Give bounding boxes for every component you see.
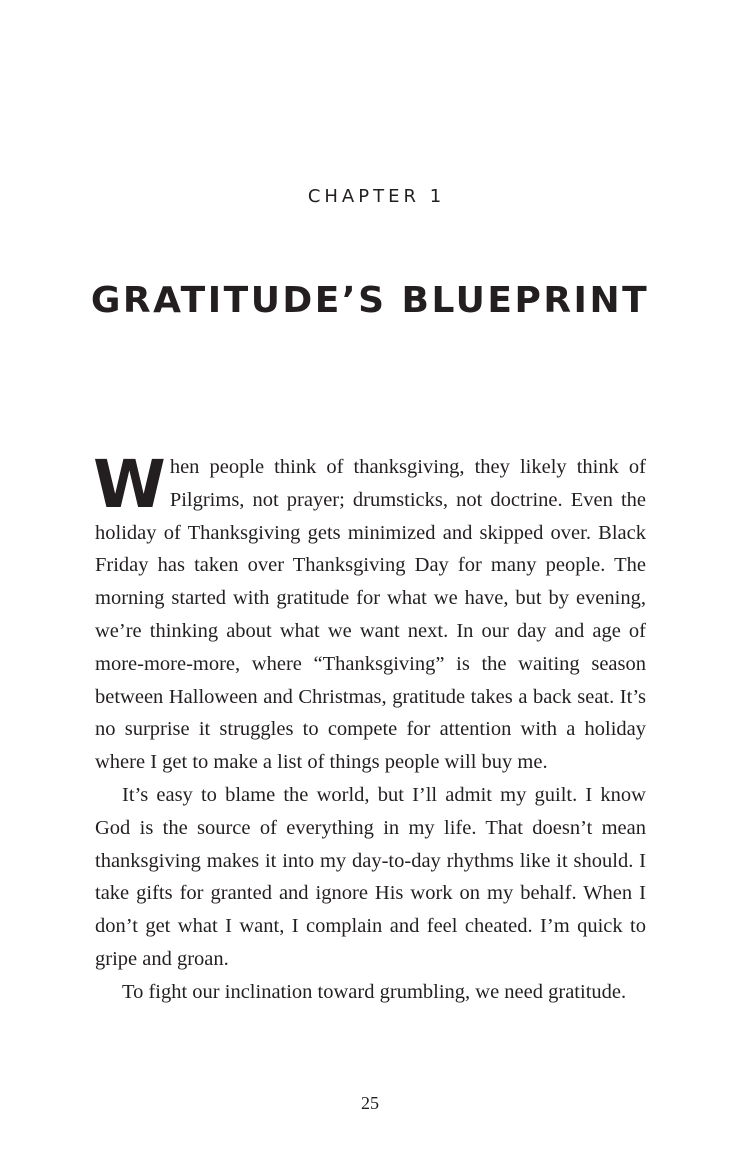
drop-cap: W <box>93 446 166 523</box>
paragraph-2: It’s easy to blame the world, but I’ll admit my guilt. I know God is the source of everything in my life. That doesn’t mean thanksgiving makes it into my day-to-day rhythms like it should. I take gifts for granted and ignore His work on my behalf. When I don’t get what I want, I complain and feel cheated. I’m quick to gripe and groan. <box>95 783 646 970</box>
paragraph-3: To fight our inclination toward grumbling, we need gratitude. <box>122 980 627 1003</box>
paragraph-1-text: hen people think of thanksgiving, they likely think of Pilgrims, not prayer; drumsticks, not doctrine. Even the holiday of Thanksgiving gets minimized and skipped over. Black Friday has taken over Thanksgiving Day for many people. The morning started with gratitude for what we have, but by evening, we’re thinking about what we want next. In our day and age of more-more-more, where “Thanksgiving” is the waiting season between Halloween and Christmas, gratitude takes a back seat. It’s no surprise it struggles to compete for attention with a holiday where I get to make a list of things people will buy me. <box>95 456 646 774</box>
chapter-title: GRATITUDE’S BLUEPRINT <box>90 280 650 321</box>
chapter-label: CHAPTER 1 <box>307 186 446 207</box>
paragraph-1 <box>93 446 646 779</box>
chapter-body <box>93 446 646 1009</box>
page-number: 25 <box>361 1093 379 1113</box>
